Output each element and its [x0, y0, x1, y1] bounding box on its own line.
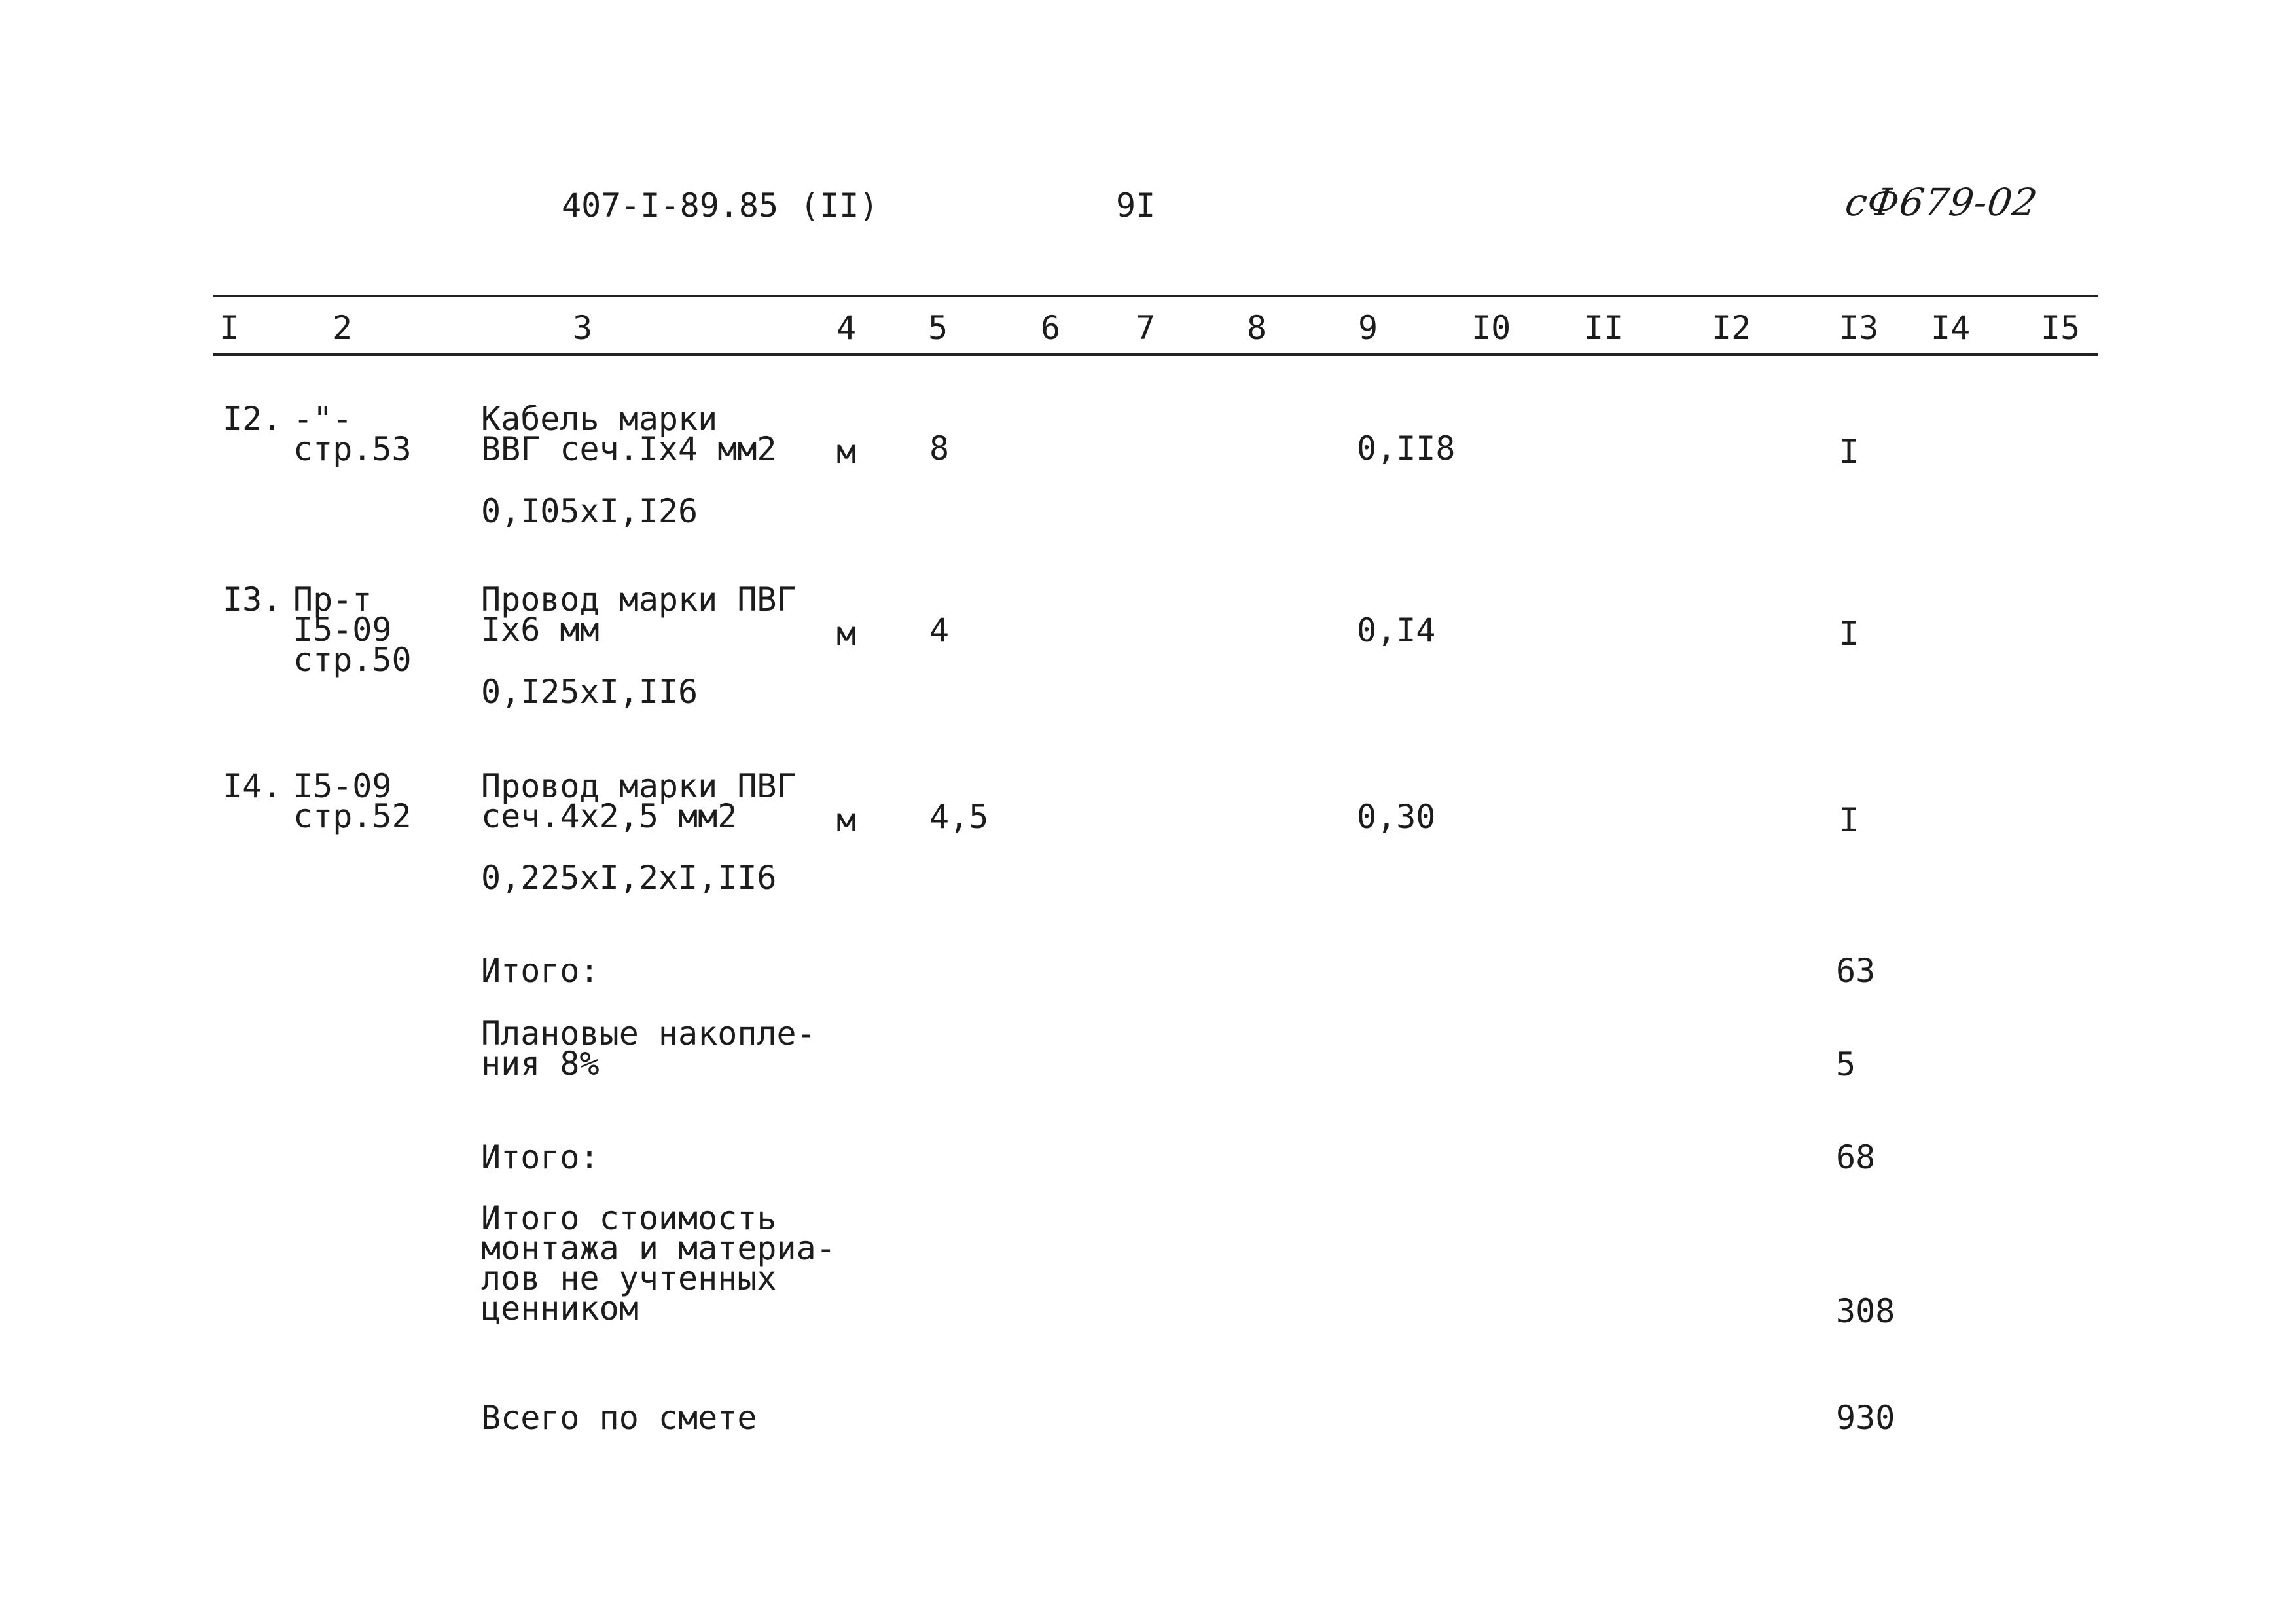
- column-header: I3: [1839, 309, 1879, 347]
- row-col13-value: I: [1839, 433, 1859, 471]
- grand-total-label: Всего по смете: [481, 1399, 757, 1437]
- row-col9-value: 0,30: [1357, 798, 1436, 836]
- total-value: 68: [1836, 1138, 1876, 1176]
- table-header-rule: [213, 353, 2098, 356]
- row-number: I4.: [223, 767, 282, 805]
- column-header: II: [1584, 309, 1624, 347]
- row-description: Провод марки ПВГ сеч.4х2,5 мм2: [481, 767, 797, 835]
- row-unit: м: [836, 433, 857, 471]
- column-header: 5: [928, 309, 948, 347]
- row-quantity: 8: [929, 429, 950, 467]
- planned-savings-label: Плановые накопле- ния 8%: [481, 1015, 816, 1083]
- row-unit: м: [836, 615, 857, 653]
- column-header: I5: [2041, 309, 2081, 347]
- row-number: I2.: [223, 400, 282, 438]
- column-header: I: [219, 309, 240, 347]
- column-header: I4: [1931, 309, 1971, 347]
- row-description: Кабель марки ВВГ сеч.Iх4 мм2: [481, 400, 777, 468]
- row-number: I3.: [223, 581, 282, 619]
- document-part: (II): [800, 187, 879, 225]
- column-header: 2: [332, 309, 353, 347]
- column-header: 8: [1247, 309, 1267, 347]
- installation-cost-label: Итого стоимость монтажа и материа- лов не учтенных ценником: [481, 1199, 836, 1327]
- installation-cost-value: 308: [1836, 1292, 1895, 1330]
- document-code: 407-I-89.85: [562, 187, 779, 225]
- page-number: 9I: [1116, 187, 1156, 225]
- row-formula: 0,I05хI,I26: [481, 492, 698, 530]
- column-header: 6: [1041, 309, 1061, 347]
- row-col9-value: 0,I4: [1357, 611, 1436, 649]
- row-formula: 0,225хI,2хI,II6: [481, 859, 777, 897]
- handwritten-stamp: сФ679-02: [1842, 180, 2041, 225]
- row-code: -"- стр.53: [293, 400, 412, 468]
- row-description: Провод марки ПВГ Iх6 мм: [481, 581, 797, 649]
- total-label: Итого:: [481, 1138, 600, 1176]
- row-unit: м: [836, 801, 857, 839]
- column-header: 7: [1136, 309, 1156, 347]
- grand-total-value: 930: [1836, 1399, 1895, 1437]
- row-quantity: 4,5: [929, 798, 989, 836]
- column-header: 4: [836, 309, 857, 347]
- column-header: 3: [573, 309, 593, 347]
- row-formula: 0,I25хI,II6: [481, 673, 698, 711]
- row-col9-value: 0,II8: [1357, 429, 1456, 467]
- row-col13-value: I: [1839, 801, 1859, 839]
- row-code: Пр-т I5-09 стр.50: [293, 581, 412, 679]
- column-header: I2: [1712, 309, 1751, 347]
- total-value: 63: [1836, 952, 1876, 990]
- column-header: I0: [1471, 309, 1511, 347]
- table-top-rule: [213, 295, 2098, 297]
- row-col13-value: I: [1839, 615, 1859, 653]
- row-code: I5-09 стр.52: [293, 767, 412, 835]
- total-label: Итого:: [481, 952, 600, 990]
- planned-savings-value: 5: [1836, 1045, 1856, 1083]
- column-header: 9: [1358, 309, 1378, 347]
- row-quantity: 4: [929, 611, 950, 649]
